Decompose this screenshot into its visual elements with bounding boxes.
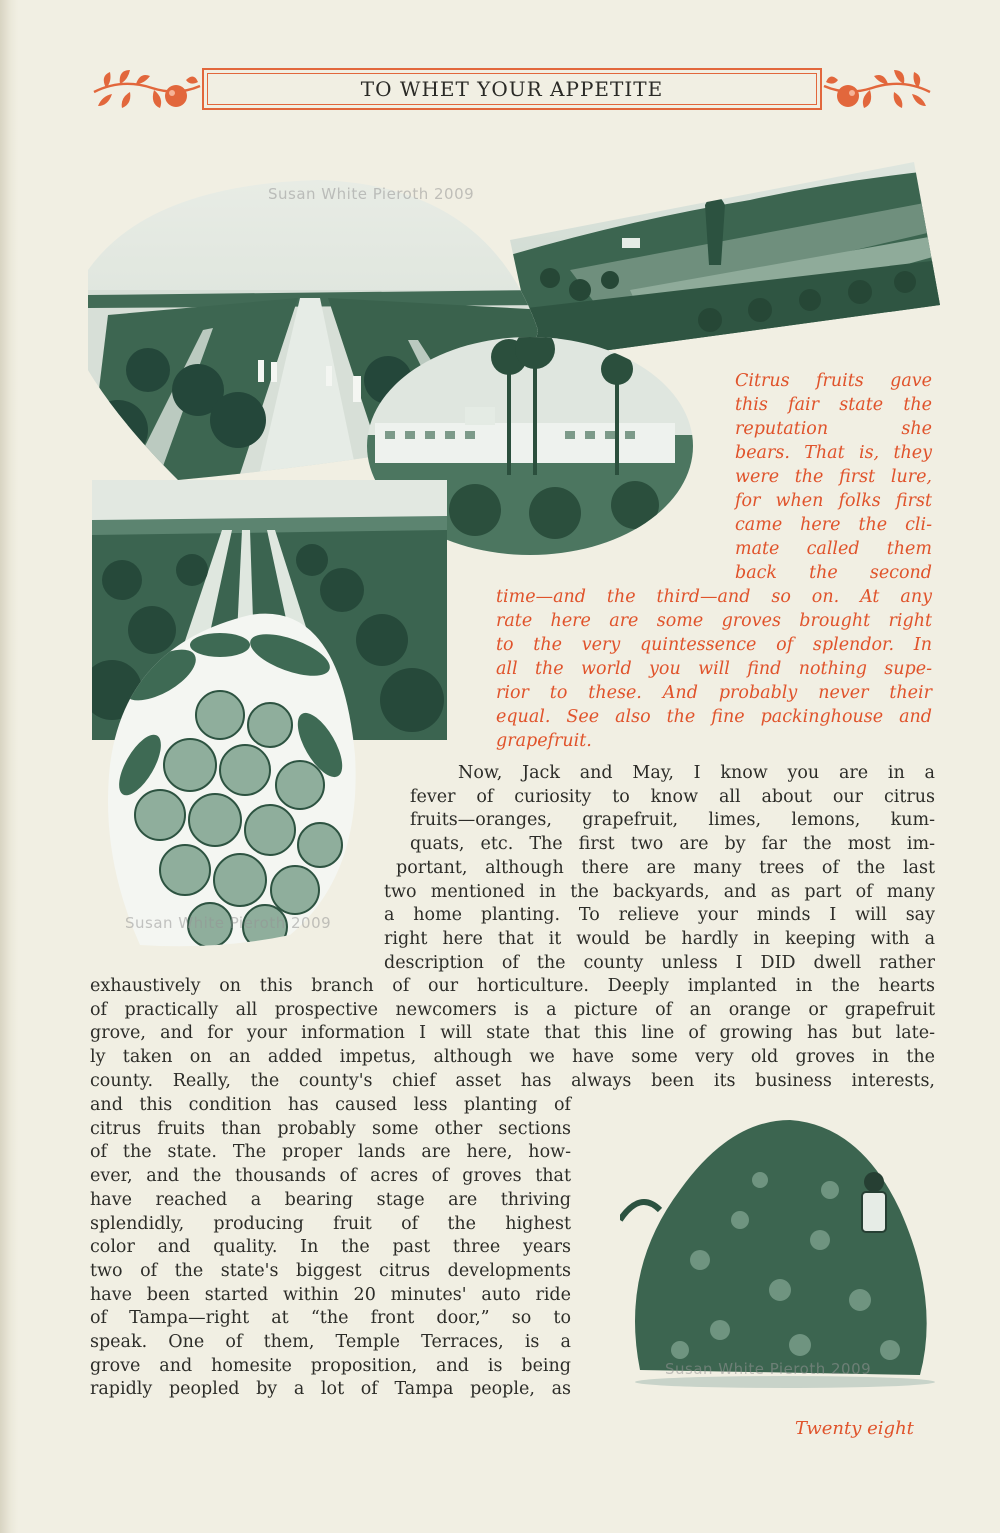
body-line: exhaustively on this branch of our horticulture. Deeply implanted in the hearts	[90, 976, 935, 996]
left-orange-branch-ornament	[92, 66, 202, 112]
caption-line: all the world you will find nothing supe-	[496, 659, 932, 679]
caption-line: came here the cli-	[735, 515, 932, 535]
page-edge	[0, 0, 18, 1533]
body-line: two mentioned in the backyards, and as part of many	[384, 881, 935, 902]
caption-line: Citrus fruits gave	[735, 371, 932, 391]
watermark-middle: Susan White Pieroth 2009	[125, 914, 332, 932]
body-line: speak. One of them, Temple Terraces, is a	[90, 1332, 571, 1353]
body-line: grove, and for your information I will state that this line of growing has but late-	[90, 1023, 935, 1044]
grapefruit-cluster-photo	[100, 605, 362, 950]
body-line: description of the county unless I DID dwell rather	[384, 952, 935, 973]
caption-line: rate here are some groves brought right	[496, 611, 932, 631]
caption-line: time—and the third—and so on. At any	[496, 587, 932, 607]
body-line: two of the state's biggest citrus developments	[90, 1260, 571, 1281]
caption-line: rior to these. And probably never their	[496, 683, 932, 703]
body-line: a home planting. To relieve your minds I will say	[384, 905, 935, 926]
body-line: fever of curiosity to know all about our citrus	[410, 786, 935, 807]
body-line: portant, although there are many trees of the last	[396, 857, 935, 878]
caption-line: to the very quintessence of splendor. In	[496, 635, 932, 655]
body-line: quats, etc. The first two are by far the most im-	[410, 834, 935, 855]
grove-road-photo	[510, 160, 940, 360]
caption-line: reputation she	[735, 419, 932, 439]
body-line: Now, Jack and May, I know you are in a	[458, 763, 935, 783]
caption-line: bears. That is, they	[735, 443, 932, 463]
body-line: of the state. The proper lands are here, how-	[90, 1142, 571, 1163]
caption-line: this fair state the	[735, 395, 932, 415]
body-line: county. Really, the county's chief asset has always been its business interests,	[90, 1070, 935, 1091]
body-line: grove and homesite proposition, and is being	[90, 1355, 571, 1376]
body-line: have reached a bearing stage are thriving	[90, 1189, 571, 1210]
body-line: right here that it would be hardly in keeping with a	[384, 928, 935, 949]
page-number: Twenty eight	[795, 1418, 914, 1439]
body-line: ever, and the thousands of acres of groves that	[90, 1166, 571, 1187]
caption-line: for when folks first	[735, 491, 932, 511]
body-line: and this condition has caused less planting of	[90, 1095, 571, 1115]
body-line: color and quality. In the past three years	[90, 1237, 571, 1258]
caption-line: equal. See also the fine packinghouse and	[496, 707, 932, 727]
watermark-top: Susan White Pieroth 2009	[268, 185, 475, 203]
photo-caption-continued	[496, 585, 932, 753]
page-title: TO WHET YOUR APPETITE	[360, 77, 664, 101]
body-line: splendidly, producing fruit of the highest	[90, 1213, 571, 1234]
body-line: citrus fruits than probably some other sections	[90, 1118, 571, 1139]
body-line: rapidly peopled by a lot of Tampa people, as	[90, 1379, 571, 1400]
body-line: of Tampa—right at “the front door,” so to	[90, 1308, 571, 1329]
photo-caption	[735, 369, 932, 585]
body-line: fruits—oranges, grapefruit, limes, lemons, kum-	[410, 810, 935, 831]
body-paragraph-part-2	[90, 975, 935, 1094]
body-line: have been started within 20 minutes' auto ride	[90, 1284, 571, 1305]
caption-line: mate called them	[735, 539, 932, 559]
grapefruit-tree-photo	[620, 1100, 945, 1390]
caption-line: were the first lure,	[735, 467, 932, 487]
right-orange-branch-ornament	[822, 66, 932, 112]
body-paragraph-part-3	[90, 1094, 571, 1402]
body-line: of practically all prospective newcomers is a picture of an orange or grapefruit	[90, 999, 935, 1020]
body-line: ly taken on an added impetus, although we have some very old groves in the	[90, 1047, 935, 1068]
caption-line: grapefruit.	[496, 731, 592, 751]
header-banner	[202, 68, 822, 110]
watermark-bottom: Susan White Pieroth 2009	[665, 1360, 872, 1378]
caption-line: back the second	[735, 563, 932, 583]
body-paragraph-part-1	[384, 762, 935, 975]
